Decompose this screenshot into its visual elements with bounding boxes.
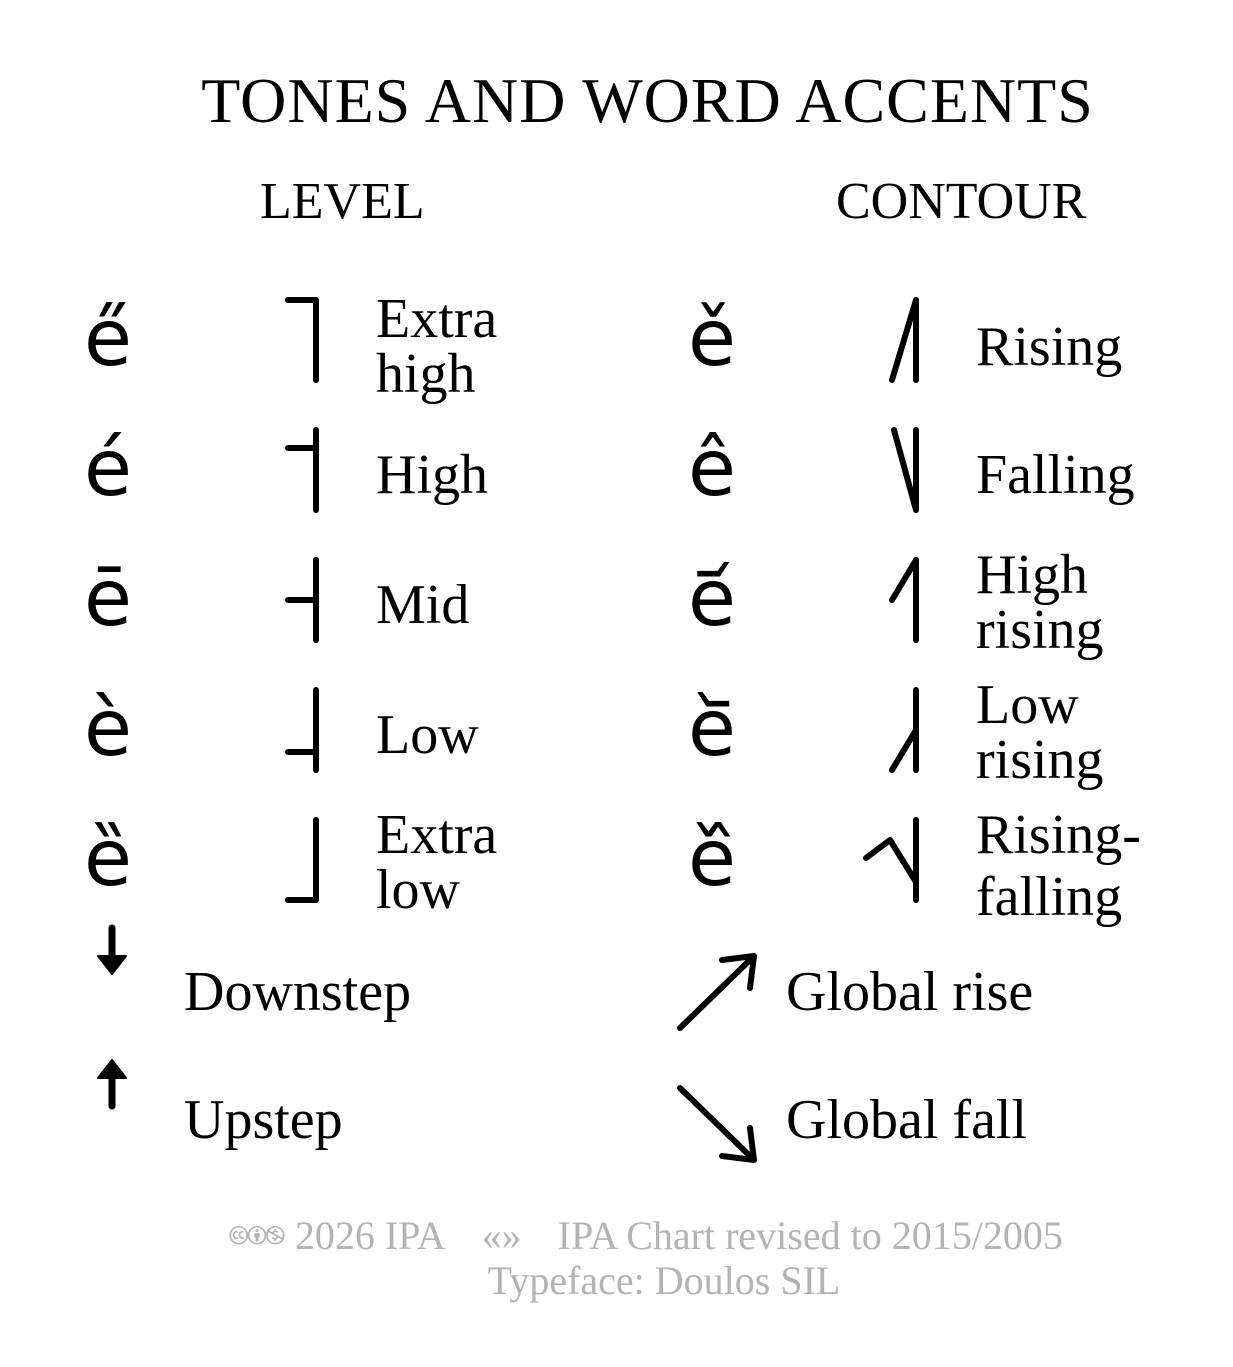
example-letter: é: [84, 424, 132, 514]
level-row-extra-low: [0, 804, 600, 935]
creative-commons-license-icon: 🅭🅯🄏: [230, 1219, 285, 1252]
revision-text: IPA Chart revised to 2015/2005: [557, 1213, 1063, 1258]
upstep-arrow-icon: [94, 1056, 130, 1108]
level-label-line2: low: [376, 859, 460, 921]
contour-row-low-rising: [620, 674, 1220, 805]
copyright-text: 2026 IPA: [294, 1213, 446, 1258]
contour-row-high-rising: [620, 544, 1220, 675]
mid-tone-letter-icon: [280, 550, 330, 650]
level-label: High: [376, 444, 488, 506]
example-letter: ê: [688, 424, 736, 514]
contour-label-line1: Low: [976, 674, 1079, 736]
level-label-line1: Extra: [376, 804, 498, 866]
level-heading: LEVEL: [260, 173, 425, 230]
global-rise-arrow-icon: [670, 948, 766, 1038]
level-row-extra-high: [0, 290, 600, 415]
contour-label-line2: falling: [976, 866, 1123, 928]
global-fall-arrow-icon: [670, 1078, 766, 1168]
downstep-arrow-icon: [94, 926, 130, 978]
global-rise-label: Global rise: [786, 961, 1034, 1023]
contour-row-rising-falling: [620, 804, 1220, 935]
level-row-mid: [0, 550, 600, 675]
contour-label-line2: rising: [976, 599, 1104, 661]
example-letter: e᷅: [688, 684, 736, 774]
falling-tone-letter-icon: [880, 420, 940, 520]
rising-tone-letter-icon: [880, 290, 940, 390]
contour-heading: CONTOUR: [836, 173, 1087, 230]
contour-label-line1: High: [976, 544, 1088, 606]
level-label-line1: Extra: [376, 288, 498, 350]
footer: [0, 1214, 1233, 1304]
contour-label: Rising: [976, 316, 1123, 378]
example-letter: e̋: [84, 294, 132, 384]
global-fall-label: Global fall: [786, 1089, 1028, 1151]
contour-label-line1: Rising-: [976, 804, 1141, 866]
example-letter: e᷈: [688, 814, 736, 904]
footer-line-2: Typeface: Doulos SIL: [487, 1257, 841, 1303]
level-row-high: [0, 420, 600, 545]
example-letter: e᷄: [688, 554, 736, 644]
upstep-label: Upstep: [184, 1089, 343, 1151]
level-label: Mid: [376, 574, 470, 636]
example-letter: ȅ: [84, 814, 132, 904]
low-tone-letter-icon: [280, 680, 330, 780]
level-label-line2: high: [376, 343, 476, 405]
level-label: Low: [376, 704, 479, 766]
high-tone-letter-icon: [280, 420, 330, 520]
contour-row-rising: [620, 290, 1220, 415]
level-row-low: [0, 680, 600, 805]
low-rising-tone-letter-icon: [880, 680, 940, 780]
extra-low-tone-letter-icon: [280, 810, 330, 910]
contour-row-falling: [620, 420, 1220, 545]
contour-label: Falling: [976, 444, 1135, 506]
example-letter: ě: [688, 294, 736, 384]
contour-label-line2: rising: [976, 729, 1104, 791]
footer-line-1: [0, 1214, 1233, 1259]
extra-high-tone-letter-icon: [280, 290, 330, 390]
downstep-label: Downstep: [184, 961, 412, 1023]
separator: «»: [481, 1213, 522, 1258]
high-rising-tone-letter-icon: [880, 550, 940, 650]
example-letter: è: [84, 684, 132, 774]
example-letter: ē: [84, 554, 132, 644]
chart-title: TONES AND WORD ACCENTS: [201, 65, 1094, 136]
rising-falling-tone-letter-icon: [860, 810, 940, 910]
